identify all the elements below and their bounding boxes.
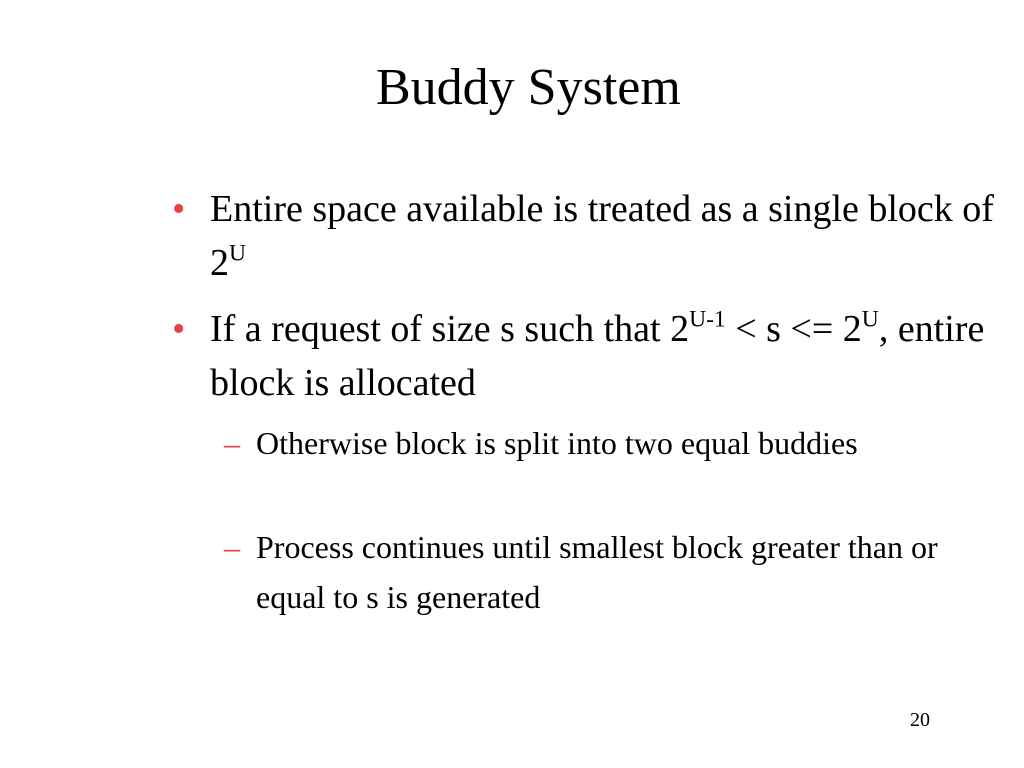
bullet-text: If a request of size s such that 2 — [210, 308, 690, 350]
bullet-item — [172, 302, 1000, 410]
superscript: U — [229, 240, 247, 267]
bullet-text: < s <= 2 — [725, 308, 862, 350]
dash-marker: – — [224, 425, 240, 461]
page-number: 20 — [910, 709, 930, 731]
sub-bullet-text: Otherwise block is split into two equal buddies — [256, 425, 858, 461]
superscript: U-1 — [689, 306, 726, 333]
sub-bullet-text: Process continues until smallest block greater than or equal to s is generated — [256, 529, 938, 615]
superscript: U — [861, 306, 879, 333]
bullet-text: , entire block is allocated — [210, 308, 985, 404]
sub-bullet-item — [224, 418, 956, 468]
slide-title: Buddy System — [376, 59, 681, 116]
dash-marker: – — [224, 529, 240, 565]
bullet-text: Entire space available is treated as a single block of 2 — [210, 188, 994, 284]
sub-bullet-item — [224, 522, 956, 622]
bullet-item — [172, 182, 1000, 290]
bullet-marker: • — [172, 308, 186, 350]
bullet-marker: • — [172, 188, 186, 230]
